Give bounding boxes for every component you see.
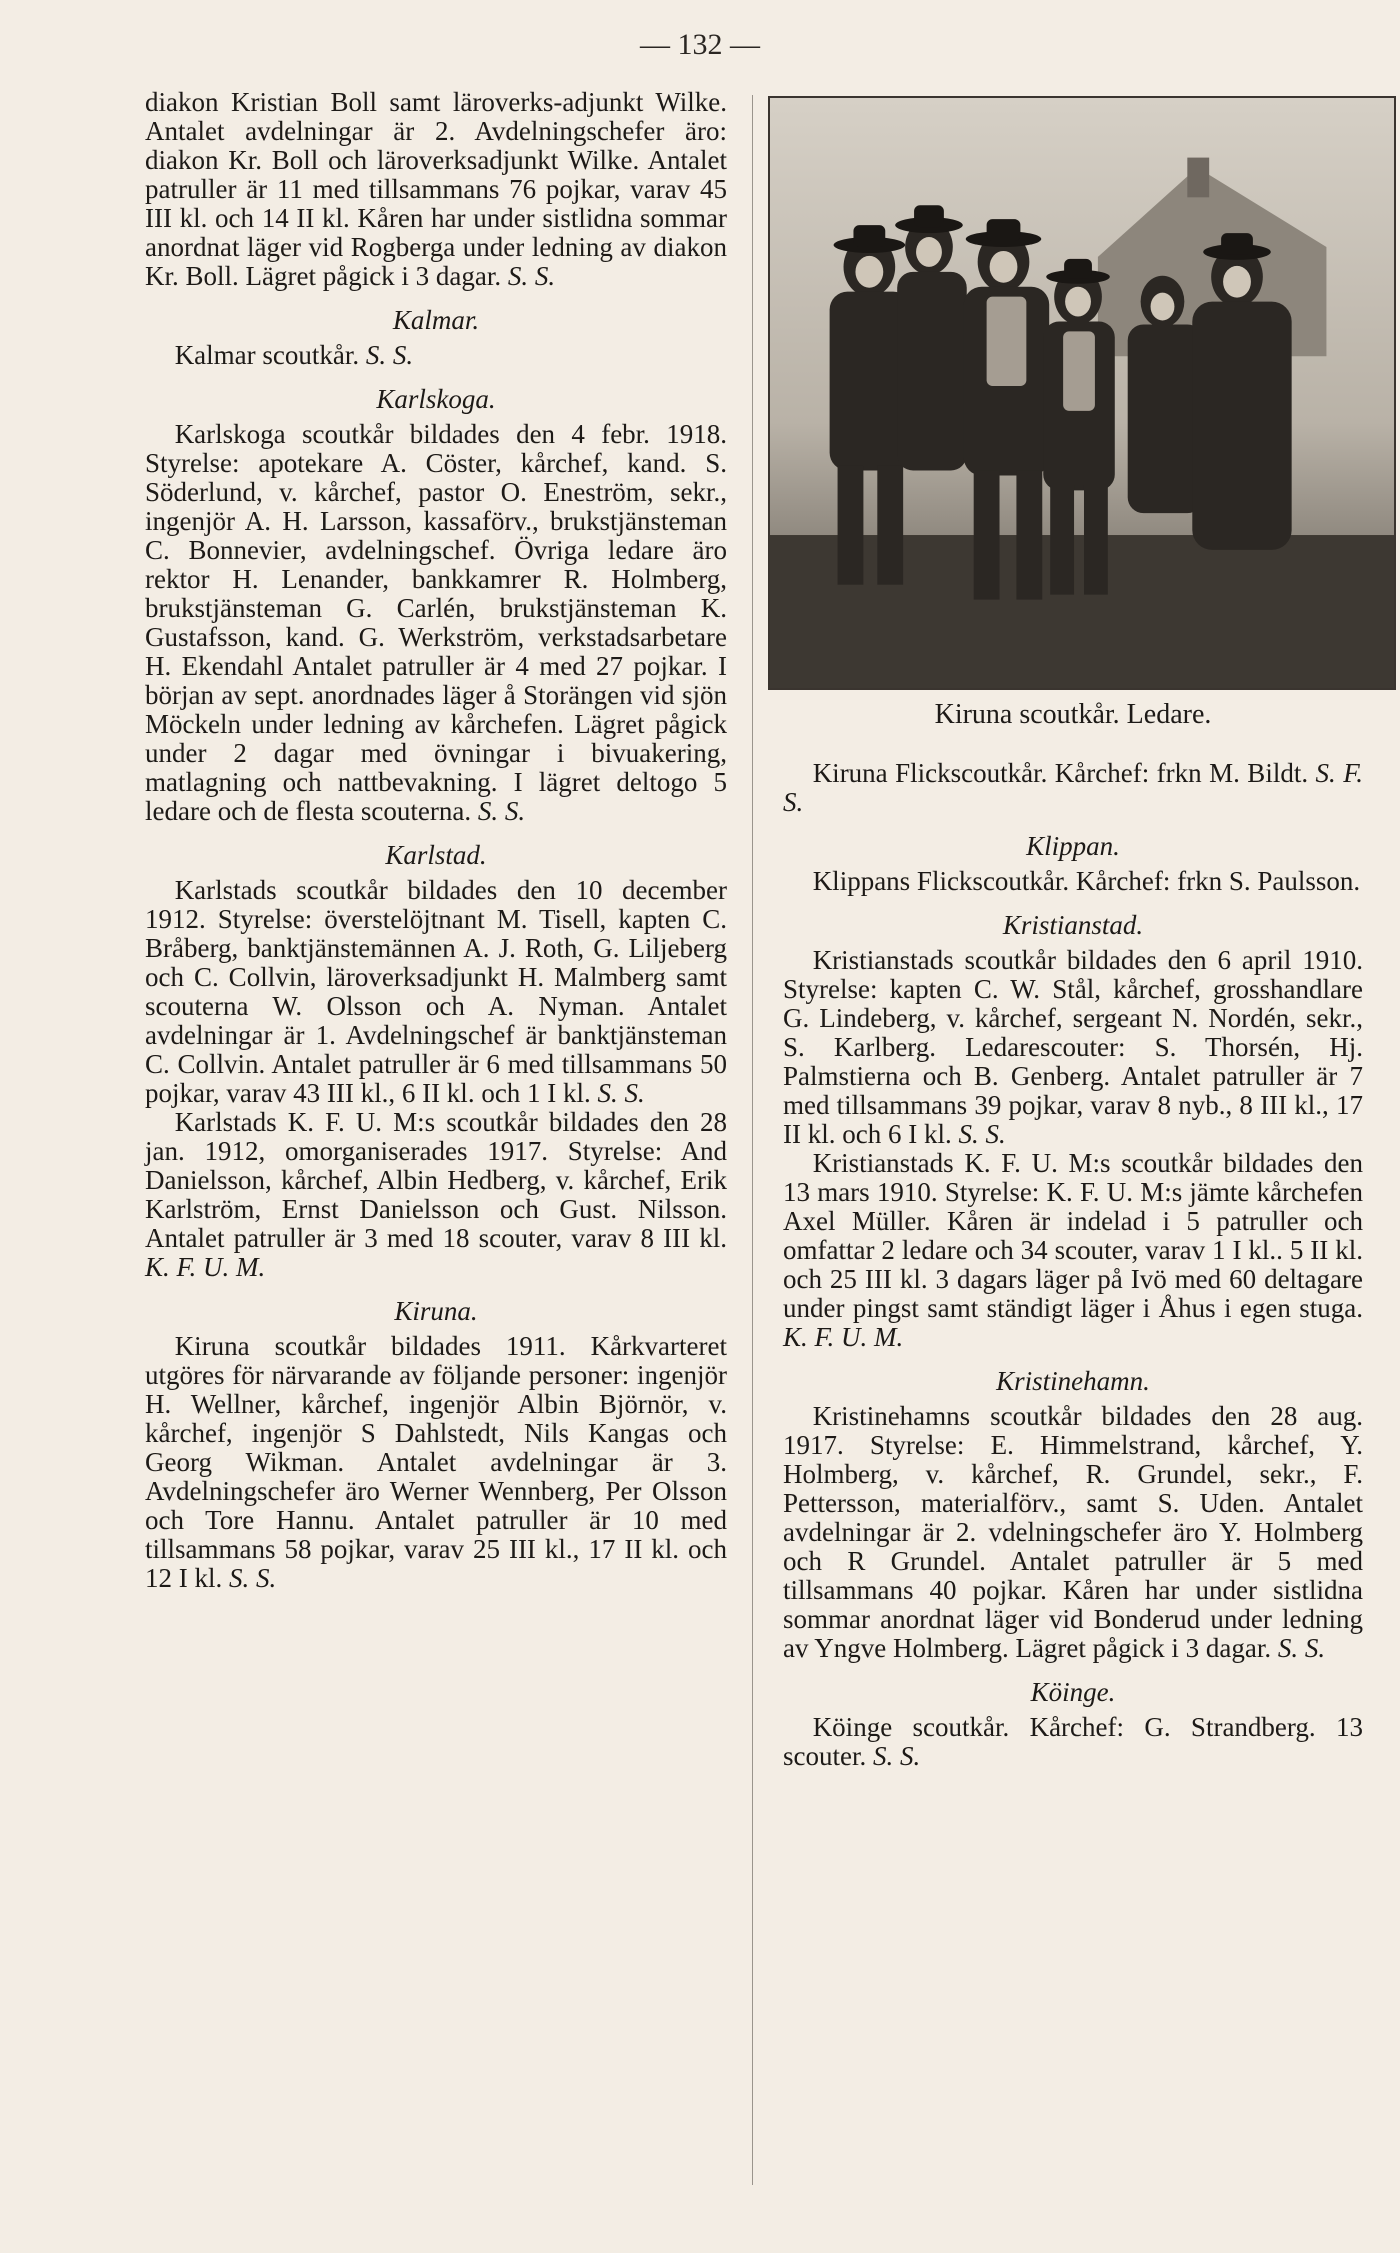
karlstad-paragraph: Karlstads scoutkår bildades den 10 december 1912. Styrelse: överstelöjtnant M. Tisell, kapten C. Bråberg, banktjänstemännen A. J. Roth, G. Liljeberg och C. Collvin, läroverksadjunkt H. Malmberg samt scouterna W. Olsson och A. Nyman. Antalet avdelningar är 1. Avdelningschef är banktjänsteman C. Collvin. Antalet patruller är 6 med tillsammans 50 pojkar, varav 43 III kl., 6 II kl. och 1 I kl. S. S.	[145, 875, 727, 1108]
left-column	[145, 88, 727, 1593]
kristinehamn-paragraph: Kristinehamns scoutkår bildades den 28 aug. 1917. Styrelse: E. Himmelstrand, kårchef, Y. Holmberg, v. kårchef, R. Grundel, sekr., F. Pettersson, materialförv., samt S. Uden. Antalet avdelningar är 2. vdelningschefer äro Y. Holmberg och R Grundel. Antalet patruller är 5 med tillsammans 40 pojkar. Kåren har under sistlidna sommar anordnat läger vid Bonderud under ledning av Yngve Holmberg. Lägret pågick i 3 dagar. S. S.	[783, 1401, 1363, 1663]
column-divider	[752, 95, 753, 2185]
page-number: — 132 —	[640, 28, 760, 61]
kalmar-paragraph: Kalmar scoutkår. S. S.	[174, 340, 414, 370]
group-photo	[768, 96, 1396, 690]
heading-kristianstad: Kristianstad.	[1002, 910, 1144, 940]
heading-kalmar: Kalmar.	[392, 305, 480, 335]
photo-illustration	[770, 98, 1394, 688]
heading-koinge: Köinge.	[1030, 1677, 1116, 1707]
kiruna-paragraph: Kiruna scoutkår bildades 1911. Kårkvarteret utgöres för närvarande av följande personer: ingenjör H. Wellner, kårchef, ingenjör Albin Björnör, v. kårchef, ingenjör S Dahlstedt, Nils Kangas och Georg Wikman. Antalet avdelningar är 3. Avdelningschefer äro Werner Wennberg, Per Olsson och Tore Hannu. Antalet patruller är 10 med tillsammans 58 pojkar, varav 25 III kl., 17 II kl. och 12 I kl. S. S.	[145, 1331, 727, 1593]
intro-paragraph: diakon Kristian Boll samt läroverks-adjunkt Wilke. Antalet avdelningar är 2. Avdelningschefer äro: diakon Kr. Boll och läroverksadjunkt Wilke. Antalet patruller är 11 med tillsammans 76 pojkar, varav 45 III kl. och 14 II kl. Kåren har under sistlidna sommar anordnat läger vid Rogberga under ledning av diakon Kr. Boll. Lägret pågick i 3 dagar. S. S.	[145, 87, 727, 291]
heading-karlstad: Karlstad.	[385, 840, 487, 870]
heading-kiruna: Kiruna.	[394, 1296, 478, 1326]
karlstad-kfum-paragraph: Karlstads K. F. U. M:s scoutkår bildades den 28 jan. 1912, omorganiserades 1917. Styrelse: And Danielsson, kårchef, Albin Hedberg, v. kårchef, Erik Karlström, Ernst Danielsson och Gust. Nilsson. Antalet patruller är 3 med 18 scouter, varav 8 III kl. K. F. U. M.	[145, 1107, 727, 1282]
photo-caption: Kiruna scoutkår. Ledare.	[934, 699, 1212, 730]
karlskoga-paragraph: Karlskoga scoutkår bildades den 4 febr. 1918. Styrelse: apotekare A. Cöster, kårchef, kand. S. Söderlund, v. kårchef, pastor O. Eneström, sekr., ingenjör A. H. Larsson, kassaförv., brukstjänsteman C. Bonnevier, avdelningschef. Övriga ledare äro rektor H. Lenander, bankkamrer R. Holmberg, brukstjänsteman G. Carlén, brukstjänsteman K. Gustafsson, kand. G. Werkström, verkstadsarbetare H. Ekendahl Antalet patruller är 4 med 27 pojkar. I början av sept. anordnades läger å Storängen vid sjön Möckeln under ledning av kårchefen. Lägret pågick under 2 dagar med övningar i bivuakering, matlagning och nattbevakning. I lägret deltogo 5 ledare och de flesta scouterna. S. S.	[145, 419, 727, 826]
heading-karlskoga: Karlskoga.	[376, 384, 496, 414]
koinge-paragraph: Köinge scoutkår. Kårchef: G. Strandberg. 13 scouter. S. S.	[783, 1712, 1363, 1771]
right-column	[783, 700, 1363, 1771]
klippan-paragraph: Klippans Flickscoutkår. Kårchef: frkn S. Paulsson.	[812, 866, 1361, 896]
kristianstad-kfum-paragraph: Kristianstads K. F. U. M:s scoutkår bildades den 13 mars 1910. Styrelse: K. F. U. M:s jämte kårchefen Axel Müller. Kåren är indelad i 5 patruller och omfattar 2 ledare och 34 scouter, varav 1 I kl.. 5 II kl. och 25 III kl. 3 dagars läger på Ivö med 60 deltagare under pingst samt ständigt läger i Åhus i egen stuga. K. F. U. M.	[783, 1148, 1363, 1352]
heading-klippan: Klippan.	[1026, 831, 1120, 861]
kiruna-flick-paragraph: Kiruna Flickscoutkår. Kårchef: frkn M. Bildt. S. F. S.	[783, 758, 1363, 817]
kristianstad-paragraph: Kristianstads scoutkår bildades den 6 april 1910. Styrelse: kapten C. W. Stål, kårchef, grosshandlare G. Lindeberg, v. kårchef, sergeant N. Nordén, sekr., S. Karlberg. Ledarescouter: S. Thorsén, Hj. Palmstierna och B. Genberg. Antalet patruller är 7 med tillsammans 39 pojkar, varav 8 nyb., 8 III kl., 17 II kl. och 6 I kl. S. S.	[783, 945, 1363, 1149]
heading-kristinehamn: Kristinehamn.	[996, 1366, 1150, 1396]
